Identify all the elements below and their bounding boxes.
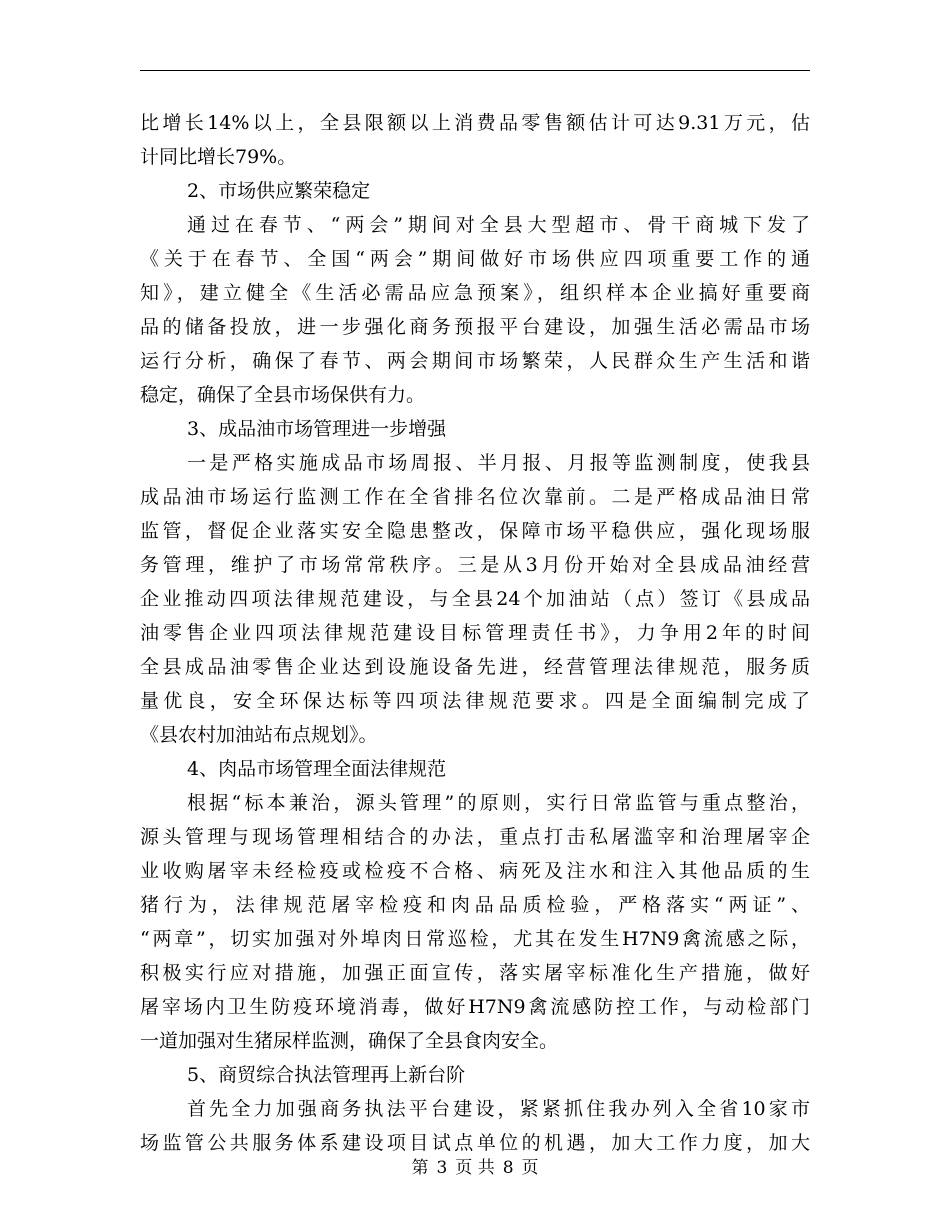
- text-line: 猪行为，法律规范屠宰检疫和肉品品质检验，严格落实“两证”、: [140, 894, 810, 916]
- text-line: 场监管公共服务体系建设项目试点单位的机遇，加大工作力度，加大: [140, 1132, 810, 1154]
- text-line: 务管理，维护了市场常常秩序。三是从3月份开始对全县成品油经营: [140, 554, 810, 576]
- text-line: 计同比增长79%。: [140, 146, 297, 168]
- header-rule: [140, 70, 810, 71]
- section-heading: 2、市场供应繁荣稳定: [187, 180, 371, 202]
- text-line: 首先全力加强商务执法平台建设，紧紧抓住我办列入全省10家市: [187, 1098, 810, 1120]
- section-heading: 3、成品油市场管理进一步增强: [187, 418, 447, 440]
- text-line: 《县农村加油站布点规划》。: [140, 724, 378, 746]
- text-line: 知》，建立健全《生活必需品应急预案》，组织样本企业搞好重要商: [140, 282, 810, 304]
- text-line: 源头管理与现场管理相结合的办法，重点打击私屠滥宰和治理屠宰企: [140, 826, 810, 848]
- footer-prefix: 第: [411, 1158, 429, 1178]
- text-line: 企业推动四项法律规范建设，与全县24个加油站（点）签订《县成品: [140, 588, 810, 610]
- footer-page-number: 3: [436, 1158, 448, 1178]
- text-line: 成品油市场运行监测工作在全省排名位次靠前。二是严格成品油日常: [140, 486, 810, 508]
- section-heading: 4、肉品市场管理全面法律规范: [187, 758, 447, 780]
- footer-page-total: 8: [502, 1158, 514, 1178]
- page-footer: [0, 1156, 950, 1180]
- text-line: 油零售企业四项法律规范建设目标管理责任书》，力争用2年的时间: [140, 622, 810, 644]
- text-line: 《关于在春节、全国“两会”期间做好市场供应四项重要工作的通: [140, 248, 810, 270]
- text-line: 运行分析，确保了春节、两会期间市场繁荣，人民群众生产生活和谐: [140, 350, 810, 372]
- text-line: 屠宰场内卫生防疫环境消毒，做好H7N9禽流感防控工作，与动检部门: [140, 996, 810, 1018]
- footer-middle: 页 共: [455, 1158, 495, 1178]
- text-line: “两章”，切实加强对外埠肉日常巡检，尤其在发生H7N9禽流感之际，: [140, 928, 810, 950]
- text-line: 全县成品油零售企业达到设施设备先进，经营管理法律规范，服务质: [140, 656, 810, 678]
- text-line: 量优良，安全环保达标等四项法律规范要求。四是全面编制完成了: [140, 690, 810, 712]
- footer-suffix: 页: [521, 1158, 539, 1178]
- text-line: 通过在春节、“两会”期间对全县大型超市、骨干商城下发了: [187, 214, 810, 236]
- text-line: 比增长14%以上，全县限额以上消费品零售额估计可达9.31万元，估: [140, 112, 810, 134]
- text-line: 稳定，确保了全县市场保供有力。: [140, 384, 426, 406]
- text-line: 根据“标本兼治，源头管理”的原则，实行日常监管与重点整治，: [187, 792, 810, 814]
- text-line: 积极实行应对措施，加强正面宣传，落实屠宰标准化生产措施，做好: [140, 962, 810, 984]
- text-line: 品的储备投放，进一步强化商务预报平台建设，加强生活必需品市场: [140, 316, 810, 338]
- text-line: 一道加强对生猪尿样监测，确保了全县食肉安全。: [140, 1030, 559, 1052]
- text-line: 业收购屠宰未经检疫或检疫不合格、病死及注水和注入其他品质的生: [140, 860, 810, 882]
- document-body: [140, 106, 810, 1160]
- section-heading: 5、商贸综合执法管理再上新台阶: [187, 1064, 466, 1086]
- text-line: 监管，督促企业落实安全隐患整改，保障市场平稳供应，强化现场服: [140, 520, 810, 542]
- text-line: 一是严格实施成品市场周报、半月报、月报等监测制度，使我县: [187, 452, 810, 474]
